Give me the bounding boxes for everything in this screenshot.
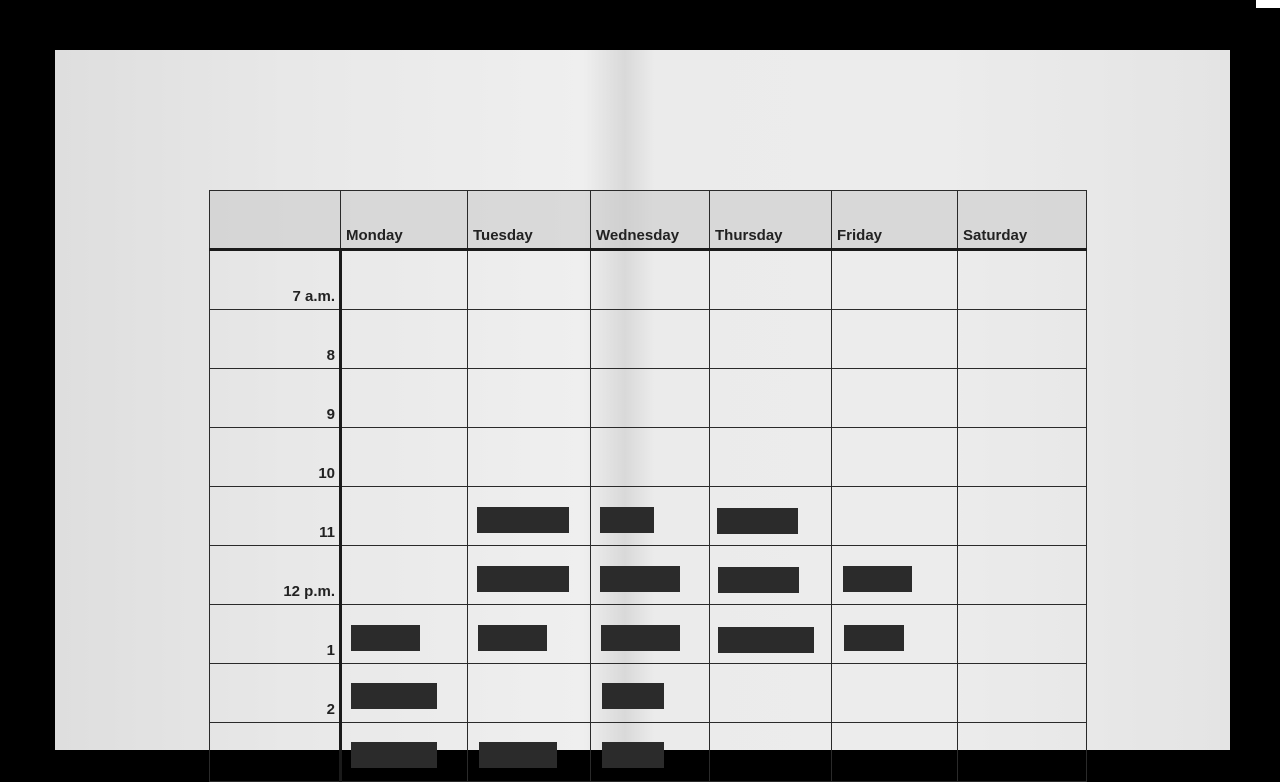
schedule-cell [958,487,1087,546]
schedule-cell [832,723,958,782]
time-label: 11 [210,487,341,546]
redacted-block [602,742,664,768]
schedule-cell [832,487,958,546]
schedule-cell [591,310,710,369]
schedule-cell [710,723,832,782]
time-label: 9 [210,369,341,428]
schedule-cell [341,723,468,782]
schedule-cell [591,428,710,487]
weekly-schedule-table [209,190,1087,782]
schedule-cell [832,546,958,605]
schedule-cell [958,664,1087,723]
redacted-block [351,625,420,651]
schedule-cell [468,664,591,723]
schedule-cell [591,369,710,428]
schedule-cell [341,487,468,546]
redacted-block [477,566,569,592]
schedule-cell [468,428,591,487]
time-row-8 [210,310,1087,369]
time-label: 8 [210,310,341,369]
schedule-cell [468,723,591,782]
schedule-cell [341,250,468,310]
schedule-cell [832,369,958,428]
day-header-thursday: Thursday [710,191,832,250]
time-row-12pm [210,546,1087,605]
schedule-cell [468,250,591,310]
schedule-cell [341,428,468,487]
redacted-block [718,627,814,653]
day-header-monday: Monday [341,191,468,250]
schedule-cell [710,310,832,369]
schedule-cell [958,369,1087,428]
schedule-cell [591,723,710,782]
redacted-block [843,566,912,592]
redacted-block [478,625,547,651]
schedule-cell [341,310,468,369]
day-header-friday: Friday [832,191,958,250]
time-row-11 [210,487,1087,546]
schedule-cell [468,310,591,369]
schedule-cell [341,664,468,723]
corner-mark [1256,0,1280,8]
schedule-cell [832,605,958,664]
time-label: 12 p.m. [210,546,341,605]
schedule-cell [710,487,832,546]
schedule-cell [710,546,832,605]
schedule-cell [591,605,710,664]
schedule-cell [468,546,591,605]
redacted-block [718,567,799,593]
redacted-block [479,742,557,768]
redacted-block [602,683,664,709]
time-row-1 [210,605,1087,664]
time-row-3 [210,723,1087,782]
schedule-cell [958,310,1087,369]
redacted-block [844,625,904,651]
schedule-cell [591,546,710,605]
redacted-block [600,507,654,533]
time-label: 7 a.m. [210,250,341,310]
time-label: 10 [210,428,341,487]
redacted-block [351,742,437,768]
time-label: 1 [210,605,341,664]
schedule-cell [958,428,1087,487]
schedule-cell [341,605,468,664]
redacted-block [600,566,680,592]
day-header-saturday: Saturday [958,191,1087,250]
redacted-block [717,508,798,534]
schedule-cell [710,369,832,428]
schedule-cell [832,250,958,310]
day-header-wednesday: Wednesday [591,191,710,250]
time-row-7am [210,250,1087,310]
time-label [210,723,341,782]
schedule-cell [710,664,832,723]
schedule-cell [341,369,468,428]
schedule-cell [341,546,468,605]
redacted-block [351,683,437,709]
redacted-block [601,625,680,651]
schedule-cell [832,428,958,487]
header-corner-cell [210,191,341,250]
time-row-9 [210,369,1087,428]
day-header-row [210,191,1087,250]
schedule-cell [958,723,1087,782]
redacted-block [477,507,569,533]
schedule-cell [468,369,591,428]
schedule-cell [710,605,832,664]
schedule-cell [591,664,710,723]
schedule-cell [832,664,958,723]
schedule-cell [468,605,591,664]
schedule-cell [832,310,958,369]
day-header-tuesday: Tuesday [468,191,591,250]
time-row-10 [210,428,1087,487]
schedule-cell [958,250,1087,310]
schedule-cell [468,487,591,546]
time-label: 2 [210,664,341,723]
schedule-cell [958,605,1087,664]
schedule-cell [591,250,710,310]
schedule-cell [710,250,832,310]
time-row-2 [210,664,1087,723]
schedule-cell [958,546,1087,605]
schedule-cell [591,487,710,546]
schedule-cell [710,428,832,487]
